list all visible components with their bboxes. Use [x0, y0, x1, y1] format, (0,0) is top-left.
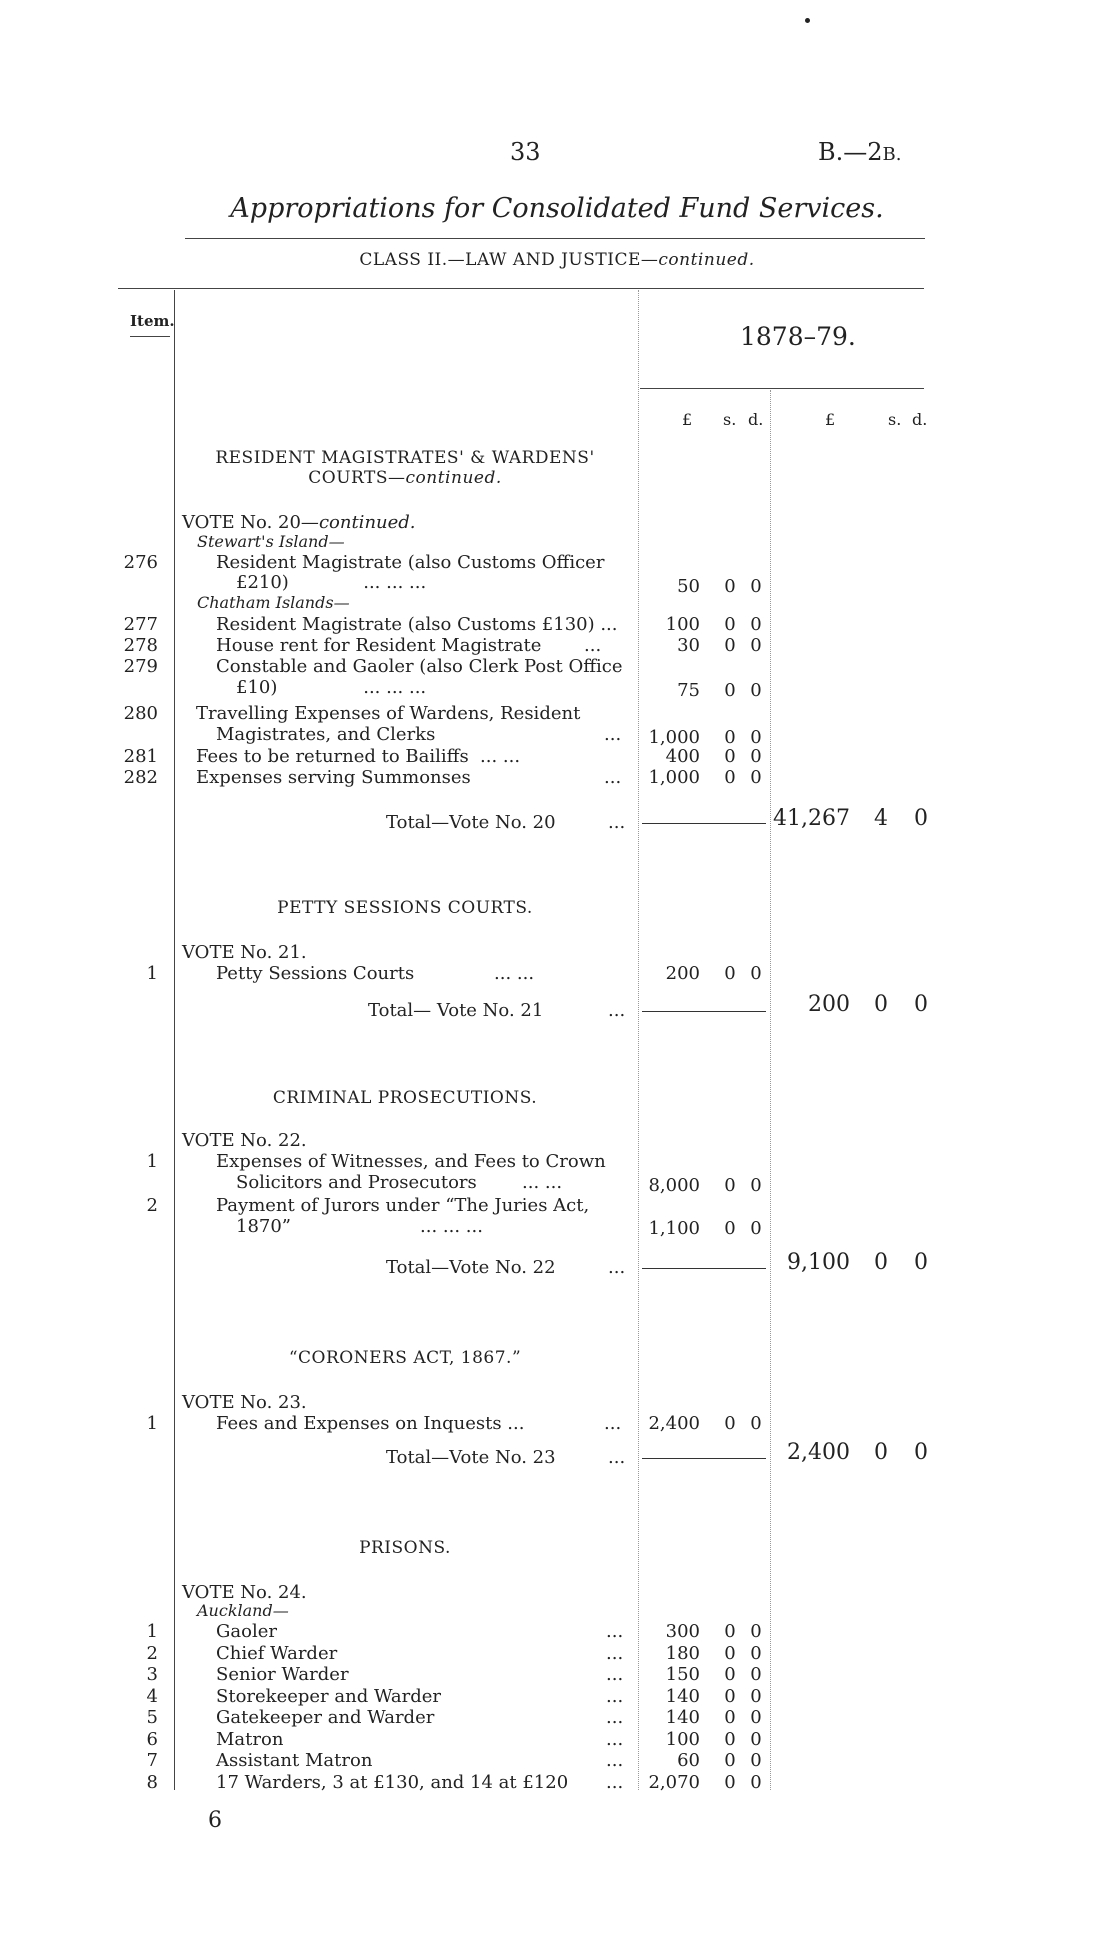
amount-shillings: 0	[724, 1175, 736, 1196]
total-rule	[642, 823, 766, 824]
amount-pence: 0	[750, 680, 762, 701]
leader-dots: ... ...	[522, 1172, 563, 1193]
section-title-prisons: PRISONS.	[359, 1538, 451, 1558]
item-description: Expenses of Witnesses, and Fees to Crown	[216, 1151, 606, 1172]
leader-dots: ...	[606, 1729, 624, 1750]
amount-pence: 0	[750, 746, 762, 767]
amount-pence: 0	[750, 635, 762, 656]
place-heading: Auckland—	[197, 1601, 289, 1620]
amount-pence: 0	[750, 614, 762, 635]
leader-dots: ...	[608, 1257, 626, 1278]
amount-pounds: 8,000	[648, 1175, 700, 1196]
amount-pounds: 1,000	[648, 767, 700, 788]
amount-shillings: 0	[724, 576, 736, 597]
amount-pence: 0	[750, 1643, 762, 1664]
leader-dots: ...	[608, 812, 626, 833]
amount-shillings: 0	[724, 746, 736, 767]
shilling-header: s.	[723, 410, 737, 429]
item-number: 1	[146, 1621, 158, 1642]
item-description-cont: £10) ... ... ...	[236, 677, 427, 698]
amount-pence: 0	[750, 1686, 762, 1707]
amount-shillings: 0	[724, 680, 736, 701]
item-description: 17 Warders, 3 at £130, and 14 at £120	[216, 1772, 569, 1793]
amount-pounds: 140	[665, 1686, 700, 1707]
amount-shillings: 0	[724, 635, 736, 656]
amount-pounds: 60	[677, 1750, 700, 1771]
item-description: Matron	[216, 1729, 284, 1750]
item-number: 7	[146, 1750, 158, 1771]
item-number: 276	[123, 552, 158, 573]
amount-pounds: 180	[665, 1643, 700, 1664]
amount-pence: 0	[750, 1413, 762, 1434]
place-heading: Chatham Islands—	[197, 593, 350, 612]
leader-dots: ...	[606, 1772, 624, 1793]
item-description: Fees to be returned to Bailiffs	[196, 746, 469, 767]
total-shillings: 0	[874, 1440, 888, 1465]
item-number: 278	[123, 635, 158, 656]
amount-pence: 0	[750, 767, 762, 788]
total-pound-header: £	[825, 410, 836, 429]
year-header-underline	[640, 388, 924, 389]
total-label-vote-20: Total—Vote No. 20	[386, 812, 556, 833]
pence-header: d.	[748, 410, 764, 429]
amount-pounds: 1,000	[648, 727, 700, 748]
amount-shillings: 0	[724, 1707, 736, 1728]
amount-pounds: 75	[677, 680, 700, 701]
amount-shillings: 0	[724, 767, 736, 788]
total-pounds: 41,267	[773, 806, 850, 831]
total-pounds: 200	[808, 992, 850, 1017]
leader-dots: ...	[606, 1686, 624, 1707]
title-rule	[185, 238, 925, 239]
description-column-divider	[638, 290, 639, 1790]
pound-header: £	[682, 410, 693, 429]
item-description: Gatekeeper and Warder	[216, 1707, 435, 1728]
leader-dots: ...	[604, 724, 622, 745]
page-title: Appropriations for Consolidated Fund Services.	[230, 193, 884, 224]
item-description-cont: £210) ... ... ...	[236, 572, 427, 593]
amount-pounds: 2,070	[648, 1772, 700, 1793]
amount-pence: 0	[750, 1621, 762, 1642]
amount-pounds: 100	[665, 1729, 700, 1750]
item-number: 280	[123, 703, 158, 724]
item-description: Senior Warder	[216, 1664, 349, 1685]
document-reference: B.—2B.	[818, 138, 902, 166]
leader-dots: ... ...	[494, 963, 535, 984]
item-description: Petty Sessions Courts	[216, 963, 415, 984]
amount-pounds: 150	[665, 1664, 700, 1685]
item-number: 1	[146, 963, 158, 984]
amount-shillings: 0	[724, 1664, 736, 1685]
total-rule	[642, 1268, 766, 1269]
section-title-criminal-prosecutions: CRIMINAL PROSECUTIONS.	[272, 1088, 538, 1108]
item-column-header: Item.	[130, 312, 175, 330]
leader-dots: ...	[604, 1413, 622, 1434]
item-number: 1	[146, 1413, 158, 1434]
amount-shillings: 0	[724, 1413, 736, 1434]
amount-pounds: 100	[665, 614, 700, 635]
amount-shillings: 0	[724, 1621, 736, 1642]
leader-dots: ...	[604, 767, 622, 788]
item-number: 5	[146, 1707, 158, 1728]
total-shilling-header: s.	[888, 410, 902, 429]
amount-pounds: 50	[677, 576, 700, 597]
amount-shillings: 0	[724, 1218, 736, 1239]
total-pence: 0	[914, 1250, 928, 1275]
amount-pence: 0	[750, 727, 762, 748]
amount-pence: 0	[750, 576, 762, 597]
item-description: Resident Magistrate (also Customs Officer	[216, 552, 605, 573]
item-description: Fees and Expenses on Inquests ...	[216, 1413, 525, 1434]
item-number: 1	[146, 1151, 158, 1172]
total-pounds: 9,100	[787, 1250, 850, 1275]
amount-shillings: 0	[724, 1750, 736, 1771]
item-description: Payment of Jurors under “The Juries Act,	[216, 1195, 590, 1216]
total-pence-header: d.	[912, 410, 928, 429]
amount-shillings: 0	[724, 1686, 736, 1707]
leader-dots: ...	[606, 1643, 624, 1664]
page-number: 33	[510, 138, 541, 166]
stray-mark	[805, 18, 810, 23]
total-rule	[642, 1011, 766, 1012]
class-heading: CLASS II.—LAW AND JUSTICE—continued.	[359, 250, 755, 270]
place-heading: Stewart's Island—	[197, 532, 345, 551]
total-pence: 0	[914, 1440, 928, 1465]
amount-pounds: 1,100	[648, 1218, 700, 1239]
table-top-rule	[118, 288, 924, 289]
item-description: Resident Magistrate (also Customs £130) ...	[216, 614, 618, 635]
amount-shillings: 0	[724, 727, 736, 748]
item-description: Expenses serving Summonses	[196, 767, 471, 788]
total-pence: 0	[914, 992, 928, 1017]
item-number: 281	[123, 746, 158, 767]
item-number: 2	[146, 1195, 158, 1216]
item-description-cont: Magistrates, and Clerks	[216, 724, 436, 745]
leader-dots: ...	[606, 1707, 624, 1728]
amount-shillings: 0	[724, 963, 736, 984]
total-label-vote-22: Total—Vote No. 22	[386, 1257, 556, 1278]
amount-pence: 0	[750, 1175, 762, 1196]
vote-heading-20: VOTE No. 20—continued.	[182, 512, 416, 533]
vote-heading-24: VOTE No. 24.	[182, 1582, 307, 1603]
item-description-cont: Solicitors and Prosecutors	[236, 1172, 477, 1193]
leader-dots: ...	[606, 1621, 624, 1642]
item-header-underline	[130, 336, 170, 337]
item-number: 4	[146, 1686, 158, 1707]
item-description: Storekeeper and Warder	[216, 1686, 441, 1707]
folio-mark: 6	[208, 1808, 222, 1833]
item-description-cont: 1870”	[236, 1216, 292, 1237]
vote-heading-22: VOTE No. 22.	[182, 1130, 307, 1151]
amount-pence: 0	[750, 1664, 762, 1685]
item-number: 6	[146, 1729, 158, 1750]
amount-pence: 0	[750, 1218, 762, 1239]
section-title-resident-magistrates: RESIDENT MAGISTRATES' & WARDENS'	[215, 448, 595, 468]
amount-pence: 0	[750, 1729, 762, 1750]
item-description: House rent for Resident Magistrate	[216, 635, 542, 656]
section-title-coroners-act: “CORONERS ACT, 1867.”	[288, 1348, 522, 1368]
leader-dots: ...	[606, 1664, 624, 1685]
amount-pounds: 200	[665, 963, 700, 984]
section-title-petty-sessions: PETTY SESSIONS COURTS.	[277, 898, 533, 918]
amount-shillings: 0	[724, 1729, 736, 1750]
item-number: 2	[146, 1643, 158, 1664]
item-description: Constable and Gaoler (also Clerk Post Office	[216, 656, 623, 677]
amount-shillings: 0	[724, 1772, 736, 1793]
subtotal-column-divider	[770, 390, 771, 1790]
item-column-divider	[174, 290, 175, 1790]
amount-pounds: 140	[665, 1707, 700, 1728]
item-description: Assistant Matron	[216, 1750, 373, 1771]
year-column-header: 1878–79.	[740, 322, 856, 351]
amount-shillings: 0	[724, 614, 736, 635]
item-description: Travelling Expenses of Wardens, Resident	[196, 703, 581, 724]
amount-shillings: 0	[724, 1643, 736, 1664]
total-pounds: 2,400	[787, 1440, 850, 1465]
item-description: Gaoler	[216, 1621, 277, 1642]
total-rule	[642, 1458, 766, 1459]
item-number: 277	[123, 614, 158, 635]
leader-dots: ...	[584, 635, 602, 656]
section-title-resident-magistrates-cont: COURTS—continued.	[308, 468, 502, 488]
amount-pence: 0	[750, 1772, 762, 1793]
total-label-vote-23: Total—Vote No. 23	[386, 1447, 556, 1468]
vote-heading-21: VOTE No. 21.	[182, 942, 307, 963]
amount-pounds: 400	[665, 746, 700, 767]
amount-pence: 0	[750, 1707, 762, 1728]
leader-dots: ... ...	[480, 746, 521, 767]
item-number: 279	[123, 656, 158, 677]
item-number: 282	[123, 767, 158, 788]
vote-heading-23: VOTE No. 23.	[182, 1392, 307, 1413]
item-number: 8	[146, 1772, 158, 1793]
total-shillings: 4	[874, 806, 888, 831]
item-description: Chief Warder	[216, 1643, 338, 1664]
amount-pounds: 30	[677, 635, 700, 656]
amount-pence: 0	[750, 1750, 762, 1771]
item-number: 3	[146, 1664, 158, 1685]
leader-dots: ...	[606, 1750, 624, 1771]
total-pence: 0	[914, 806, 928, 831]
leader-dots: ...	[608, 1447, 626, 1468]
total-shillings: 0	[874, 992, 888, 1017]
leader-dots: ... ... ...	[420, 1216, 483, 1237]
amount-pounds: 2,400	[648, 1413, 700, 1434]
amount-pounds: 300	[665, 1621, 700, 1642]
total-label-vote-21: Total— Vote No. 21	[368, 1000, 544, 1021]
total-shillings: 0	[874, 1250, 888, 1275]
amount-pence: 0	[750, 963, 762, 984]
leader-dots: ...	[608, 1000, 626, 1021]
